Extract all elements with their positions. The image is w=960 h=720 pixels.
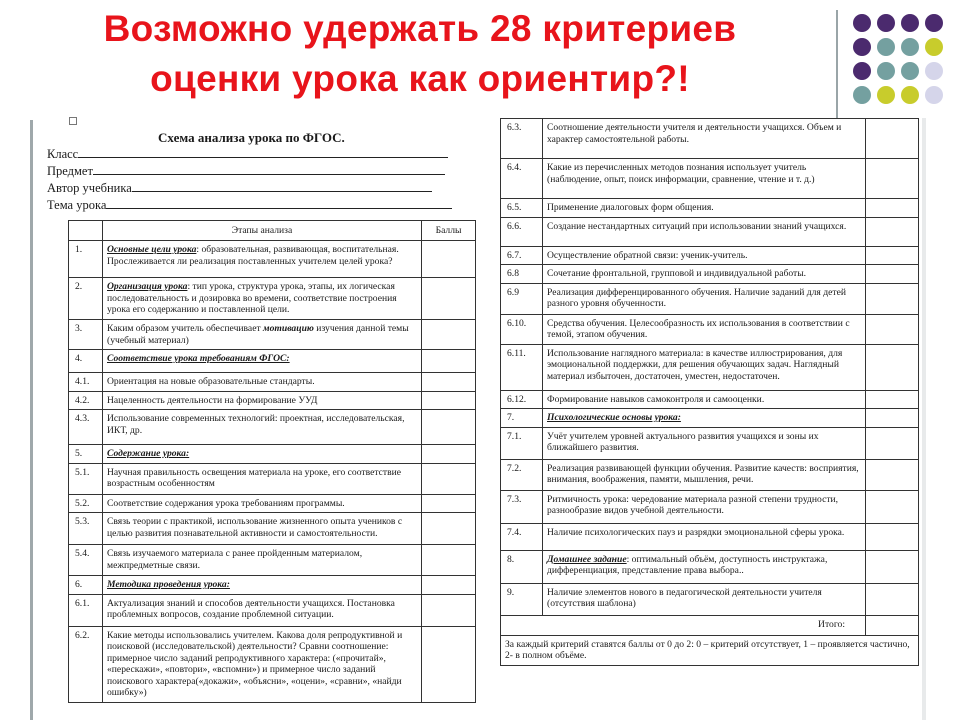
- decorative-divider: [836, 10, 838, 122]
- field-lesson-topic: [47, 198, 452, 213]
- criterion-text: [543, 314, 866, 344]
- table-row: [501, 490, 919, 523]
- criterion-number: 6.9: [501, 283, 543, 314]
- criterion-body: Формирование навыков самоконтроля и самооценки.: [547, 393, 765, 405]
- criterion-text: [103, 410, 422, 445]
- decorative-dot: [877, 62, 895, 80]
- decorative-dot: [853, 86, 871, 104]
- criterion-text: [103, 391, 422, 410]
- criterion-body: Какие из перечисленных методов познания использует учитель (наблюдение, опыт, поиск информации, сравнение, чтение и т. д.): [547, 162, 815, 185]
- criterion-emphasis: Психологические основы урока:: [547, 412, 681, 423]
- criterion-body: Связь изучаемого материала с ранее пройденным материалом, межпредметные связи.: [107, 548, 363, 571]
- header-points-cell: Баллы: [422, 221, 476, 241]
- criterion-body: Использование современных технологий: проектная, исследовательская, ИКТ, др.: [107, 413, 405, 436]
- criterion-body: Нацеленность деятельности на формирование УУД: [107, 394, 318, 406]
- criterion-body: Средства обучения. Целесообразность их использования в соответствии с темой, этапом обучения.: [547, 317, 850, 340]
- criterion-text: [543, 550, 866, 583]
- criterion-number: 1.: [69, 241, 103, 278]
- decorative-dot: [877, 86, 895, 104]
- criterion-body: Учёт учителем уровней актуального развития учащихся и зоны их ближайшего развития.: [547, 430, 819, 453]
- slide-title-line-1: Возможно удержать 28 критериев: [103, 8, 737, 49]
- decorative-dot: [853, 38, 871, 56]
- table-row: [501, 344, 919, 390]
- score-cell: [866, 390, 919, 409]
- criterion-text: [543, 490, 866, 523]
- decorative-dot: [925, 86, 943, 104]
- score-cell: [422, 391, 476, 410]
- criterion-number: 5.3.: [69, 513, 103, 545]
- table-row: [501, 427, 919, 459]
- criterion-text: [103, 241, 422, 278]
- document-right-edge: [922, 118, 926, 720]
- criterion-number: 3.: [69, 320, 103, 350]
- score-cell: [866, 459, 919, 490]
- table-row: [501, 199, 919, 218]
- fill-line: [132, 181, 432, 192]
- criterion-body: Ритмичность урока: чередование материала разной степени трудности, разнообразие видов учебной деятельности.: [547, 493, 839, 516]
- document-left-edge: [30, 120, 33, 720]
- criterion-number: 5.2.: [69, 494, 103, 513]
- table-row: [501, 459, 919, 490]
- table-row: [69, 410, 476, 445]
- criterion-text: [543, 344, 866, 390]
- criterion-text: [103, 626, 422, 702]
- decorative-dot: [925, 62, 943, 80]
- criterion-number: 4.1.: [69, 373, 103, 392]
- field-label: Предмет: [47, 164, 93, 178]
- criterion-number: 4.: [69, 350, 103, 373]
- criterion-text: [103, 445, 422, 464]
- criterion-body: Научная правильность освещения материала на уроке, его соответствие возрастным особенностям: [107, 466, 402, 489]
- criterion-number: 6.: [69, 576, 103, 595]
- criterion-text: [543, 246, 866, 265]
- table-row: [69, 278, 476, 320]
- criterion-body: Соответствие содержания урока требованиям программы.: [107, 497, 345, 509]
- score-cell: [866, 265, 919, 284]
- analysis-table-right: [500, 118, 919, 666]
- score-cell: [422, 445, 476, 464]
- table-row: [501, 390, 919, 409]
- score-cell: [866, 583, 919, 615]
- score-cell: [422, 513, 476, 545]
- criterion-text: [543, 390, 866, 409]
- criterion-text-prefix: Каким образом учитель обеспечивает: [107, 323, 264, 334]
- score-cell: [866, 523, 919, 550]
- checkbox-icon: [69, 117, 77, 125]
- table-row: [69, 513, 476, 545]
- score-cell: [422, 373, 476, 392]
- criterion-number: 6.5.: [501, 199, 543, 218]
- score-cell: [422, 350, 476, 373]
- table-row: [69, 494, 476, 513]
- analysis-table-left: [68, 220, 476, 703]
- table-row: [501, 265, 919, 284]
- criterion-emphasis: Соответствие урока требованиям ФГОС:: [107, 353, 290, 364]
- table-row: [69, 626, 476, 702]
- decorative-dot: [901, 14, 919, 32]
- criterion-text: [103, 513, 422, 545]
- criterion-emphasis: Методика проведения урока:: [107, 579, 230, 590]
- score-cell: [422, 320, 476, 350]
- table-row: [69, 545, 476, 576]
- criterion-text: [543, 459, 866, 490]
- criterion-body: Использование наглядного материала: в качестве иллюстрирования, для эмоциональной поддержки, для решения обучающих задач. Наглядный материал избыточен, достаточен, уместен, недостаточен.: [547, 347, 843, 382]
- table-row: [69, 391, 476, 410]
- score-cell: [422, 576, 476, 595]
- slide-title-line-2: оценки урока как ориентир?!: [150, 58, 690, 99]
- total-label: Итого:: [501, 615, 866, 635]
- table-row: [69, 320, 476, 350]
- criterion-emphasis: Домашнее задание: [547, 553, 627, 565]
- field-subject: [47, 164, 445, 179]
- table-row: [501, 119, 919, 159]
- decorative-dot: [901, 86, 919, 104]
- criterion-text: [543, 119, 866, 159]
- criterion-body: Применение диалоговых форм общения.: [547, 202, 714, 213]
- score-cell: [866, 314, 919, 344]
- table-row: [501, 159, 919, 199]
- score-cell: [422, 241, 476, 278]
- criterion-number: 8.: [501, 550, 543, 583]
- criterion-body: : образовательная, развивающая, воспитательная. Прослеживается ли реализация поставленных учителем целей урока?: [107, 244, 399, 267]
- score-cell: [422, 594, 476, 626]
- criterion-text: [543, 409, 866, 428]
- score-cell: [866, 490, 919, 523]
- criterion-body: Актуализация знаний и способов деятельности учащихся. Постановка проблемных вопросов, создание проблемной ситуации.: [107, 597, 395, 620]
- decorative-dot: [925, 38, 943, 56]
- criterion-number: 6.3.: [501, 119, 543, 159]
- criterion-number: 5.4.: [69, 545, 103, 576]
- criterion-number: 6.6.: [501, 217, 543, 246]
- table-row: [501, 583, 919, 615]
- criterion-text: [103, 545, 422, 576]
- criterion-number: 6.12.: [501, 390, 543, 409]
- decorative-dot: [901, 38, 919, 56]
- criterion-body: Осуществление обратной связи: ученик-учитель.: [547, 249, 748, 261]
- criterion-text: [103, 320, 422, 350]
- criterion-number: 7.1.: [501, 427, 543, 459]
- decorative-dot: [925, 14, 943, 32]
- decorative-dot: [877, 38, 895, 56]
- score-cell: [422, 463, 476, 494]
- criterion-text: [103, 373, 422, 392]
- slide-title: [0, 4, 840, 104]
- field-textbook-author: [47, 181, 432, 196]
- criterion-text: [103, 594, 422, 626]
- table-row: [501, 314, 919, 344]
- score-cell: [422, 545, 476, 576]
- table-row: [69, 445, 476, 464]
- criterion-number: 6.2.: [69, 626, 103, 702]
- criterion-body: Сочетание фронтальной, групповой и индивидуальной работы.: [547, 268, 807, 279]
- criterion-body: Реализация развивающей функции обучения. Развитие качеств: восприятия, внимания, воображения, памяти, мышления, речи.: [547, 462, 859, 485]
- decorative-dot: [853, 14, 871, 32]
- table-row: [69, 373, 476, 392]
- criterion-number: 7.4.: [501, 523, 543, 550]
- criterion-text: [103, 278, 422, 320]
- table-row: [501, 217, 919, 246]
- criterion-body: Наличие элементов нового в педагогической деятельности учителя (отсутствия шаблона): [547, 586, 822, 609]
- score-cell: [422, 278, 476, 320]
- fill-line: [93, 164, 445, 175]
- fill-line: [78, 147, 448, 158]
- criterion-number: 6.10.: [501, 314, 543, 344]
- table-row: [69, 463, 476, 494]
- table-row: [501, 409, 919, 428]
- table-header-row: [69, 221, 476, 241]
- criterion-number: 6.4.: [501, 159, 543, 199]
- criterion-emphasis: Содержание урока:: [107, 448, 190, 459]
- document-heading: Схема анализа урока по ФГОС.: [158, 130, 345, 145]
- criterion-text: [543, 283, 866, 314]
- criterion-body: : тип урока, структура урока, этапы, их логическая последовательность и дозировка во времени, соответствие построения урока его содержанию и поставленной цели.: [107, 281, 397, 315]
- header-num-cell: [69, 221, 103, 241]
- table-row: [501, 283, 919, 314]
- criterion-text: [543, 199, 866, 218]
- score-cell: [866, 427, 919, 459]
- table-row: [69, 594, 476, 626]
- criterion-number: 6.11.: [501, 344, 543, 390]
- criterion-text: [543, 265, 866, 284]
- criterion-emphasis: Основные цели урока: [107, 244, 197, 255]
- criterion-number: 6.1.: [69, 594, 103, 626]
- criterion-number: 4.2.: [69, 391, 103, 410]
- score-cell: [422, 410, 476, 445]
- field-class: [47, 147, 448, 162]
- decorative-dot: [901, 62, 919, 80]
- criterion-number: 6.7.: [501, 246, 543, 265]
- criterion-text: [543, 427, 866, 459]
- criterion-number: 2.: [69, 278, 103, 320]
- criterion-emphasis: мотивацию: [263, 323, 314, 334]
- score-cell: [866, 199, 919, 218]
- score-cell: [422, 494, 476, 513]
- criterion-number: 5.1.: [69, 463, 103, 494]
- criterion-body: Соотношение деятельности учителя и деятельности учащихся. Объем и характер самостоятельной работы.: [547, 122, 842, 145]
- criterion-text: [103, 350, 422, 373]
- criterion-body: Создание нестандартных ситуаций при использовании знаний учащихся.: [547, 220, 847, 232]
- criterion-text: [543, 583, 866, 615]
- table-row: [69, 350, 476, 373]
- score-cell: [866, 119, 919, 159]
- field-label: Тема урока: [47, 198, 107, 212]
- criterion-text: [103, 494, 422, 513]
- criterion-body: Какие методы использовались учителем. Какова доля репродуктивной и поисковой (исследовательской) деятельности? Сравни соотношение: примерное число заданий репродуктивного характера: («прочитай», «перескажи», «повтори», «вспомни») и примерное число заданий поискового характера(«докажи», «объясни», «оцени», «сравни», «найди ошибку»): [107, 629, 403, 698]
- decorative-dot-grid: [853, 14, 953, 114]
- criterion-body: Наличие психологических пауз и разрядки эмоциональной сферы урока.: [547, 526, 845, 538]
- score-cell: [866, 344, 919, 390]
- table-row: [501, 550, 919, 583]
- criterion-number: 6.8: [501, 265, 543, 284]
- criterion-body: изучения данной темы (учебный материал): [107, 323, 409, 346]
- criterion-number: 7.: [501, 409, 543, 428]
- criterion-text: [543, 217, 866, 246]
- table-row: [69, 241, 476, 278]
- footnote-row: [501, 635, 919, 665]
- criterion-number: 5.: [69, 445, 103, 464]
- fill-line: [106, 198, 452, 209]
- criterion-body: Реализация дифференцированного обучения. Наличие заданий для детей разного уровня обученности.: [547, 286, 846, 309]
- criterion-text: [543, 523, 866, 550]
- table-row: [501, 246, 919, 265]
- table-row: [501, 523, 919, 550]
- decorative-dot: [853, 62, 871, 80]
- criterion-number: 9.: [501, 583, 543, 615]
- header-stages-cell: Этапы анализа: [103, 221, 422, 241]
- score-cell: [422, 626, 476, 702]
- score-cell: [866, 246, 919, 265]
- scoring-footnote: За каждый критерий ставятся баллы от 0 до 2: 0 – критерий отсутствует, 1 – проявляется частично, 2- в полном объёме.: [501, 635, 919, 665]
- criterion-text: [103, 463, 422, 494]
- criterion-number: 7.3.: [501, 490, 543, 523]
- criterion-text: [543, 159, 866, 199]
- criterion-text: [103, 576, 422, 595]
- field-label: Автор учебника: [47, 181, 132, 195]
- criterion-number: 4.3.: [69, 410, 103, 445]
- field-label: Класс: [47, 147, 79, 161]
- score-cell: [866, 217, 919, 246]
- score-cell: [866, 283, 919, 314]
- criterion-body: : оптимальный объём, доступность инструктажа, дифференциация, представление права выбора..: [547, 553, 828, 576]
- score-cell: [866, 550, 919, 583]
- total-score-cell: [866, 615, 919, 635]
- criterion-body: Связь теории с практикой, использование жизненного опыта учеников с целью развития познавательной активности и самостоятельности.: [107, 516, 403, 539]
- criterion-emphasis: Организация урока: [107, 281, 188, 292]
- criterion-number: 7.2.: [501, 459, 543, 490]
- table-row: [69, 576, 476, 595]
- score-cell: [866, 409, 919, 428]
- criterion-body: Ориентация на новые образовательные стандарты.: [107, 376, 315, 387]
- score-cell: [866, 159, 919, 199]
- decorative-dot: [877, 14, 895, 32]
- total-row: [501, 615, 919, 635]
